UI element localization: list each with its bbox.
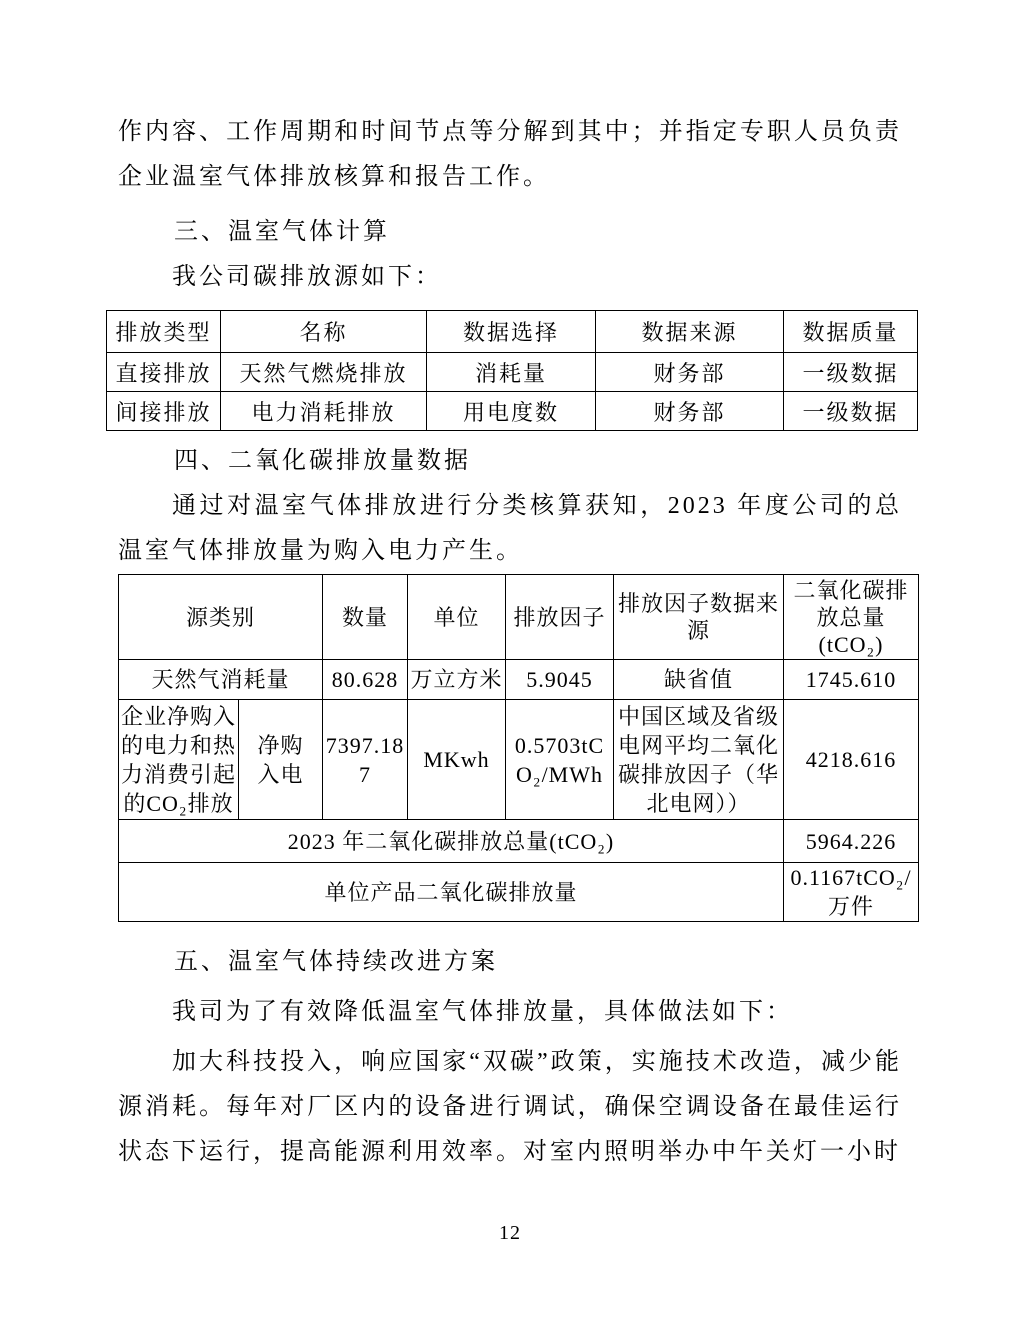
cell-factor-source: 中国区域及省级电网平均二氧化碳排放因子（华北电网）） [614,700,784,820]
cell-emission-type: 直接排放 [107,353,221,392]
cell-name: 电力消耗排放 [221,392,427,431]
section-5-paragraph: 加大科技投入，响应国家“双碳”政策，实施技术改造，减少能源消耗。每年对厂区内的设备进行调试，确保空调设备在最佳运行状态下运行，提高能源利用效率。对室内照明举办中午关灯一小时 [118,1049,902,1165]
cell-source: 天然气消耗量 [119,660,323,700]
header-name: 名称 [221,311,427,353]
cell-emission-type: 间接排放 [107,392,221,431]
cell-sub-source: 净购入电 [239,700,323,820]
page-number: 12 [499,1222,521,1244]
emission-data-table [118,574,919,922]
cell-data-selection: 消耗量 [427,353,596,392]
continued-paragraph: 作内容、工作周期和时间节点等分解到其中；并指定专职人员负责企业温室气体排放核算和报告工作。 [118,119,902,190]
cell-factor: 0.5703tCO₂/MWh [506,700,614,820]
cell-unit: 万立方米 [408,660,506,700]
header-source-category: 源类别 [119,575,323,660]
table-row-electricity [119,700,919,820]
cell-data-source: 财务部 [596,392,784,431]
section-4-heading: 四、二氧化碳排放量数据 [174,448,471,474]
cell-factor-source: 缺省值 [614,660,784,700]
header-factor: 排放因子 [506,575,614,660]
table-header-row [119,575,919,660]
section-5-lead-in: 我司为了有效降低温室气体排放量，具体做法如下： [172,999,793,1025]
cell-quantity: 80.628 [323,660,408,700]
section-5-heading: 五、温室气体持续改进方案 [174,949,498,975]
cell-total-value: 5964.226 [784,820,919,863]
header-quantity: 数量 [323,575,408,660]
table-row-indirect [107,392,918,431]
cell-data-quality: 一级数据 [784,353,918,392]
header-data-selection: 数据选择 [427,311,596,353]
table-header-row [107,311,918,353]
table-row-annual-total [119,820,919,863]
cell-unit: MKwh [408,700,506,820]
cell-name: 天然气燃烧排放 [221,353,427,392]
cell-total-label: 2023 年二氧化碳排放总量(tCO₂) [119,820,784,863]
cell-per-unit-value: 0.1167tCO₂/万件 [784,863,919,922]
section-4-lead-in: 通过对温室气体排放进行分类核算获知，2023 年度公司的总温室气体排放量为购入电力产生。 [118,493,902,564]
cell-data-source: 财务部 [596,353,784,392]
cell-data-selection: 用电度数 [427,392,596,431]
cell-data-quality: 一级数据 [784,392,918,431]
cell-co2-total: 1745.610 [784,660,919,700]
table-row-per-unit [119,863,919,922]
header-unit: 单位 [408,575,506,660]
header-data-quality: 数据质量 [784,311,918,353]
header-data-source: 数据来源 [596,311,784,353]
table-row-natural-gas [119,660,919,700]
emission-sources-table [106,310,918,431]
section-3-heading: 三、温室气体计算 [174,219,390,245]
cell-co2-total: 4218.616 [784,700,919,820]
header-factor-source: 排放因子数据来源 [614,575,784,660]
cell-factor: 5.9045 [506,660,614,700]
header-emission-type: 排放类型 [107,311,221,353]
cell-per-unit-label: 单位产品二氧化碳排放量 [119,863,784,922]
table-row-direct [107,353,918,392]
cell-source: 企业净购入的电力和热力消费引起的CO₂排放 [119,700,239,820]
section-3-lead-in: 我公司碳排放源如下： [172,264,442,290]
header-co2-total: 二氧化碳排放总量(tCO₂) [784,575,919,660]
cell-quantity: 7397.187 [323,700,408,820]
